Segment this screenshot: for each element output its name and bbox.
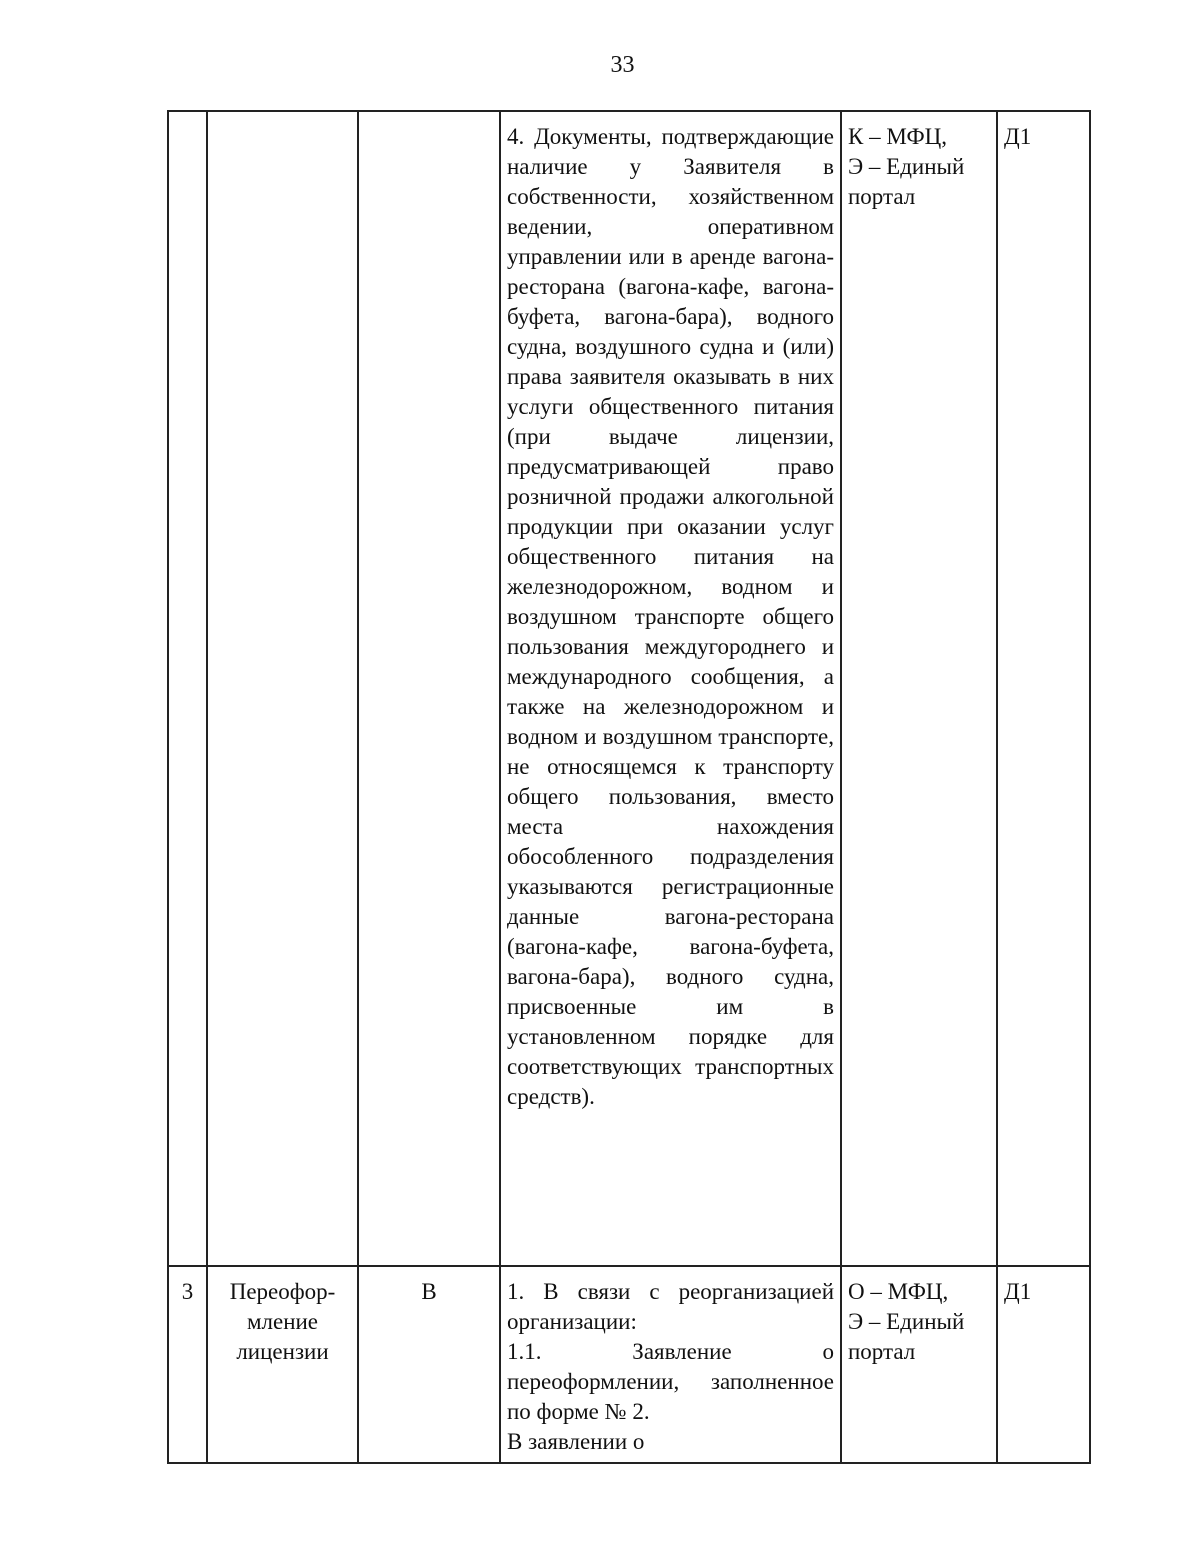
submission-method-cell	[841, 111, 997, 1266]
form-code-cell: Д1	[997, 1266, 1090, 1463]
service-code-cell	[358, 111, 500, 1266]
documents-cell	[500, 1266, 841, 1463]
service-code-cell: В	[358, 1266, 500, 1463]
page-number: 33	[610, 52, 635, 78]
documents-cell	[500, 111, 841, 1266]
submission-line: портал	[848, 184, 916, 209]
document-paragraph: 1.1. Заявление о переоформлении, заполненное по форме № 2.	[507, 1339, 834, 1424]
row-number-cell	[168, 111, 207, 1266]
service-name-line: мление	[246, 1309, 319, 1334]
submission-line: О – МФЦ,	[848, 1279, 949, 1304]
document-paragraph: В заявлении о	[507, 1429, 645, 1454]
document-paragraph: 1. В связи с реорганизацией организации:	[507, 1279, 834, 1334]
submission-line: портал	[848, 1339, 916, 1364]
service-name-cell	[207, 111, 358, 1266]
row-number-cell: 3	[168, 1266, 207, 1463]
submission-line: Э – Единый	[848, 1309, 965, 1334]
form-code-cell: Д1	[997, 111, 1090, 1266]
service-name-line: Переофор-	[229, 1279, 336, 1304]
service-name-line: лицензии	[236, 1339, 329, 1364]
table-row	[168, 1266, 1090, 1463]
submission-line: К – МФЦ,	[848, 124, 948, 149]
service-name-cell	[207, 1266, 358, 1463]
services-table	[167, 110, 1091, 1464]
submission-method-cell	[841, 1266, 997, 1463]
document-paragraph: 4. Документы, подтверждающие наличие у Заявителя в собственности, хозяйственном ведении, оперативном управлении или в аренде вагона-ресторана (вагона-кафе, вагона-буфета, вагона-бара), водного судна, воздушного судна и (или) права заявителя оказывать в них услуги общественного питания (при выдаче лицензии, предусматривающей право розничной продажи алкогольной продукции при оказании услуг общественного питания на железнодорожном, водном и воздушном транспорте общего пользования междугороднего и международного сообщения, а также на железнодорожном и водном и воздушном транспорте, не относящемся к транспорту общего пользования, вместо места нахождения обособленного подразделения указываются регистрационные данные вагона-ресторана (вагона-кафе, вагона-буфета, вагона-бара), водного судна, присвоенные им в установленном порядке для соответствующих транспортных средств).	[507, 124, 834, 1109]
table-row	[168, 111, 1090, 1266]
submission-line: Э – Единый	[848, 154, 965, 179]
